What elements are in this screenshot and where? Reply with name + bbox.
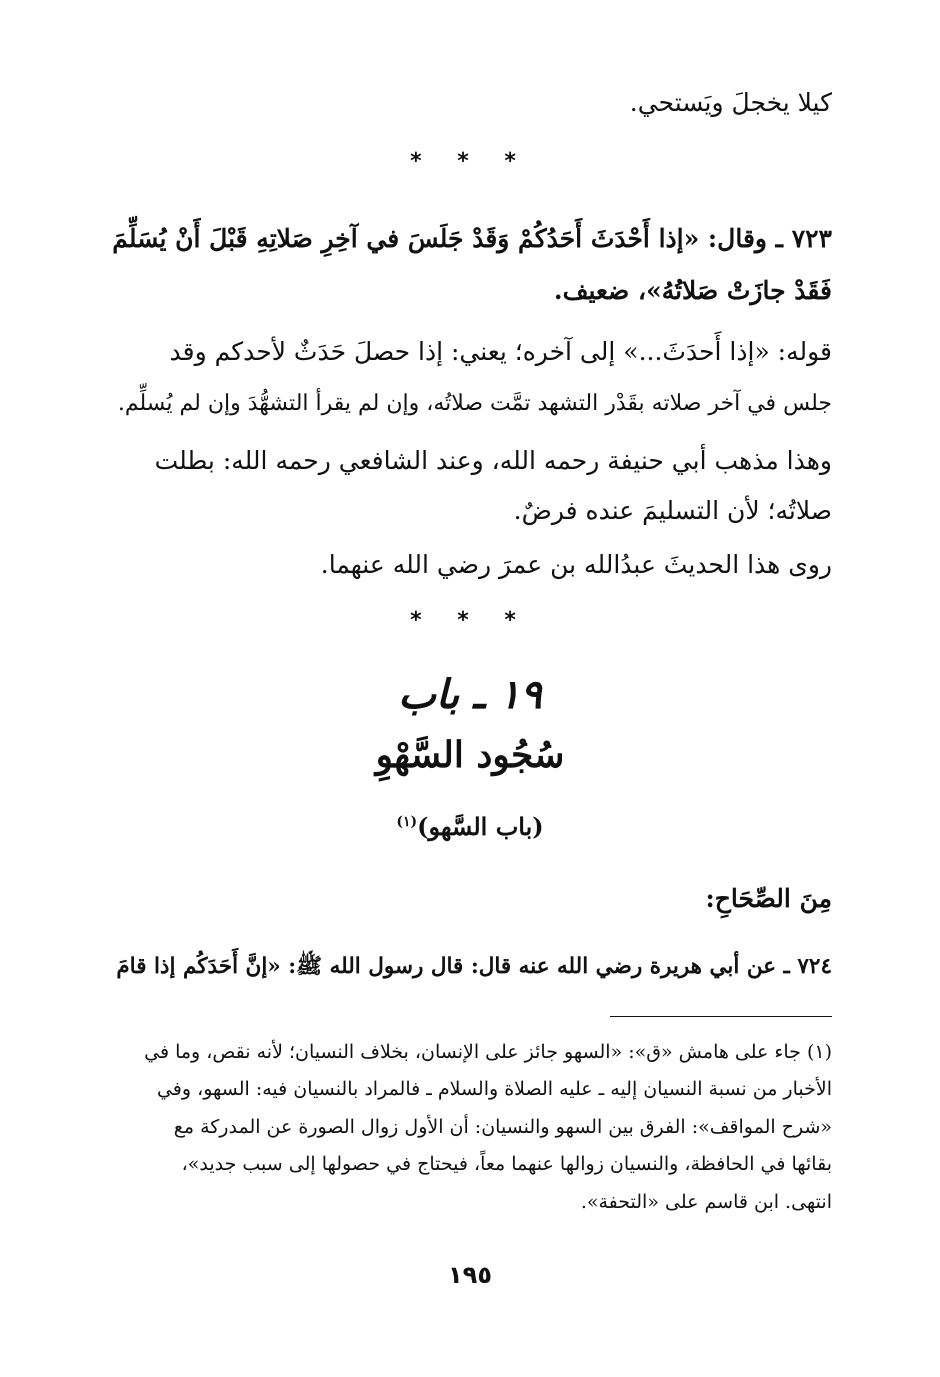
footnote-reference: (١) xyxy=(396,814,418,830)
commentary-2-line-2: صلاتُه؛ لأن التسليمَ عنده فرضٌ. xyxy=(513,496,832,525)
footnote-line-2: الأخبار من نسبة النسيان إليه ـ عليه الصلاة والسلام ـ فالمراد بالنسيان فيه: السهو، وفي xyxy=(156,1078,832,1100)
section-heading: مِنَ الصِّحَاحِ: xyxy=(705,884,832,913)
top-line-text: كيلا يخجلَ ويَستحي. xyxy=(629,88,832,117)
footnote-line-1: (١) جاء على هامش «ق»: «السهو جائز على الإنسان، بخلاف النسيان؛ لأنه نقص، وما في xyxy=(144,1041,832,1063)
footnote-line-5: انتهى. ابن قاسم على «التحفة». xyxy=(580,1191,832,1213)
commentary-1-line-1: قوله: «إذا أَحدَثَ...» إلى آخره؛ يعني: إذا حصلَ حَدَثٌ لأحدكم وقد xyxy=(169,337,832,366)
chapter-subtitle xyxy=(0,804,940,845)
section-separator-stars-2: * * * xyxy=(410,608,530,633)
footnote-line-4: بقائها في الحافظة، والنسيان زوالها عنهما معاً، فيحتاج في حصولها إلى سبب جديد»، xyxy=(181,1153,832,1175)
commentary-2-line-1: وهذا مذهب أبي حنيفة رحمه الله، وعند الشافعي رحمه الله: بطلت xyxy=(154,446,832,475)
footnote-divider xyxy=(610,1016,832,1017)
footnote-line-3: «شرح المواقف»: الفرق بين السهو والنسيان: أن الأول زوال الصورة عن المدركة مع xyxy=(173,1116,832,1138)
commentary-3-line: روى هذا الحديثَ عبدُالله بن عمرَ رضي الله عنهما. xyxy=(320,550,832,579)
page-number: ١٩٥ xyxy=(448,1261,492,1289)
chapter-subtitle-text: (باب السَّهو) xyxy=(417,812,544,841)
chapter-title: سُجُود السَّهْوِ xyxy=(375,734,565,776)
continued-text-line xyxy=(108,76,832,130)
hadith-723-line-1: ٧٢٣ ـ وقال: «إذا أَحْدَثَ أَحَدُكُمْ وَقَدْ جَلَسَ في آخِرِ صَلاتِهِ قَبْلَ أَنْ يُسَلِّمَ xyxy=(112,224,832,253)
commentary-1-line-2: جلس في آخر صلاته بقَدْر التشهد تمَّت صلاتُه، وإن لم يقرأ التشهُّدَ وإن لم يُسلِّم. xyxy=(117,391,832,416)
hadith-723-line-2: فَقَدْ جازَتْ صَلاتُهُ»، ضعيف. xyxy=(553,276,832,305)
section-separator-stars: * * * xyxy=(410,149,530,174)
chapter-number: ١٩ ـ باب xyxy=(398,671,542,718)
hadith-724-line-1: ٧٢٤ ـ عن أبي هريرة رضي الله عنه قال: قال رسول الله ﷺ: «إنَّ أَحَدَكُم إذا قامَ xyxy=(116,954,832,979)
